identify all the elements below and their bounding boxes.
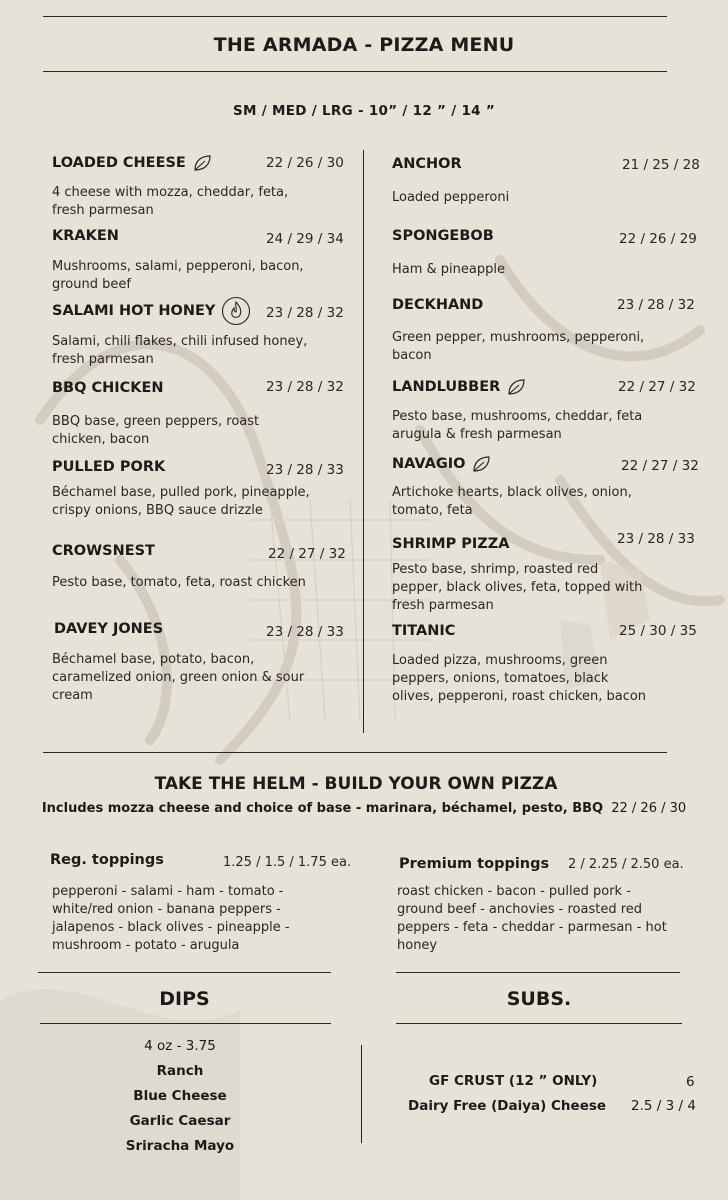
menu-item-price: 22 / 27 / 32 [621, 458, 699, 474]
menu-item-description: Loaded pepperoni [392, 190, 510, 205]
helm-top-rule [43, 752, 667, 753]
column-divider [363, 150, 364, 733]
menu-item-price: 23 / 28 / 32 [266, 379, 344, 395]
menu-item-description: Ham & pineapple [392, 262, 505, 277]
menu-item-name: SPONGEBOB [392, 228, 494, 244]
menu-item-name: SHRIMP PIZZA [392, 536, 510, 552]
premium-toppings-price: 2 / 2.25 / 2.50 ea. [568, 857, 684, 872]
menu-item-description: Pesto base, tomato, feta, roast chicken [52, 575, 306, 590]
menu-item-name: LANDLUBBER [392, 378, 526, 396]
premium-toppings-title: Premium toppings [399, 856, 550, 872]
menu-item-price: 21 / 25 / 28 [622, 157, 700, 173]
menu-item-name: DECKHAND [392, 297, 484, 313]
sub-item-name: GF CRUST (12 ” ONLY) [429, 1073, 598, 1089]
menu-item-description: Green pepper, mushrooms, pepperoni, bacon [392, 330, 645, 363]
dip-item: Ranch [156, 1063, 204, 1079]
regular-toppings-price: 1.25 / 1.5 / 1.75 ea. [223, 855, 352, 870]
menu-item-name: BBQ CHICKEN [52, 380, 164, 396]
menu-item-price: 23 / 28 / 32 [617, 297, 695, 313]
leaf-icon [192, 154, 212, 172]
sub-item-name: Dairy Free (Daiya) Cheese [408, 1098, 607, 1114]
top-rule [43, 16, 667, 17]
dips-title: DIPS [159, 988, 210, 1010]
menu-item-price: 23 / 28 / 33 [266, 462, 344, 478]
menu-item-name: CROWSNEST [52, 543, 155, 559]
menu-item-description: Béchamel base, potato, bacon, caramelized onion, green onion & sour cream [52, 652, 305, 703]
menu-item-description: BBQ base, green peppers, roast chicken, bacon [52, 414, 260, 447]
dip-item: Sriracha Mayo [125, 1138, 235, 1154]
menu-title: THE ARMADA - PIZZA MENU [213, 34, 515, 56]
menu-item-description: Salami, chili flakes, chili infused honey, fresh parmesan [52, 334, 308, 367]
build-your-own-title: TAKE THE HELM - BUILD YOUR OWN PIZZA [154, 774, 558, 794]
subs-top-rule [396, 972, 680, 973]
menu-item-description: Mushrooms, salami, pepperoni, bacon, ground beef [52, 259, 304, 292]
menu-item-description: Pesto base, mushrooms, cheddar, feta arugula & fresh parmesan [392, 409, 643, 442]
menu-item-price: 22 / 27 / 32 [618, 379, 696, 395]
subs-underline [396, 1023, 682, 1024]
subs-title: SUBS. [506, 988, 572, 1010]
menu-item-name: TITANIC [392, 623, 456, 639]
menu-item-price: 23 / 28 / 33 [266, 624, 344, 640]
regular-toppings-list: pepperoni - salami - ham - tomato - white/red onion - banana peppers - jalapenos - black olives - pineapple - mushroom - potato - arugula [52, 884, 290, 953]
dips-subs-divider [361, 1045, 362, 1143]
menu-item-name: NAVAGIO [392, 455, 491, 473]
premium-toppings-list: roast chicken - bacon - pulled pork - ground beef - anchovies - roasted red peppers - feta - cheddar - parmesan - hot honey [397, 884, 667, 953]
dips-top-rule [38, 972, 331, 973]
menu-item-description: Béchamel base, pulled pork, pineapple, crispy onions, BBQ sauce drizzle [52, 485, 310, 518]
menu-item-description: Pesto base, shrimp, roasted red pepper, black olives, feta, topped with fresh parmesan [392, 562, 643, 613]
sub-item-price: 2.5 / 3 / 4 [631, 1098, 696, 1114]
menu-item-description: Loaded pizza, mushrooms, green peppers, onions, tomatoes, black olives, pepperoni, roast chicken, bacon [392, 653, 647, 704]
menu-item-name: LOADED CHEESE [52, 154, 212, 172]
menu-item-description: Artichoke hearts, black olives, onion, tomato, feta [392, 485, 632, 518]
menu-item-description: 4 cheese with mozza, cheddar, feta, fresh parmesan [52, 185, 289, 218]
sub-item-price: 6 [686, 1074, 695, 1090]
dip-item: Blue Cheese [133, 1088, 227, 1104]
menu-item-name: KRAKEN [52, 228, 119, 244]
size-line: SM / MED / LRG - 10” / 12 ” / 14 ” [233, 103, 495, 119]
menu-item-name: PULLED PORK [52, 459, 166, 475]
menu-item-price: 23 / 28 / 33 [617, 531, 695, 547]
leaf-icon [471, 455, 491, 473]
menu-item-name: ANCHOR [392, 156, 462, 172]
menu-item-price: 25 / 30 / 35 [619, 623, 697, 639]
flame-icon [221, 296, 251, 326]
dips-size-price: 4 oz - 3.75 [144, 1038, 216, 1054]
menu-item-name: SALAMI HOT HONEY [52, 296, 251, 326]
regular-toppings-title: Reg. toppings [50, 852, 164, 868]
menu-item-price: 23 / 28 / 32 [266, 305, 344, 321]
menu-item-name: DAVEY JONES [54, 621, 164, 637]
build-your-own-includes: Includes mozza cheese and choice of base - marinara, béchamel, pesto, BBQ [41, 801, 604, 816]
dip-item: Garlic Caesar [129, 1113, 231, 1129]
menu-item-price: 22 / 27 / 32 [268, 546, 346, 562]
menu-item-price: 24 / 29 / 34 [266, 231, 344, 247]
build-your-own-price: 22 / 26 / 30 [611, 801, 687, 816]
build-your-own-subtitle [0, 801, 728, 816]
menu-item-price: 22 / 26 / 30 [266, 155, 344, 171]
menu-item-price: 22 / 26 / 29 [619, 231, 697, 247]
leaf-icon [506, 378, 526, 396]
dips-underline [40, 1023, 331, 1024]
title-underline [43, 71, 667, 72]
